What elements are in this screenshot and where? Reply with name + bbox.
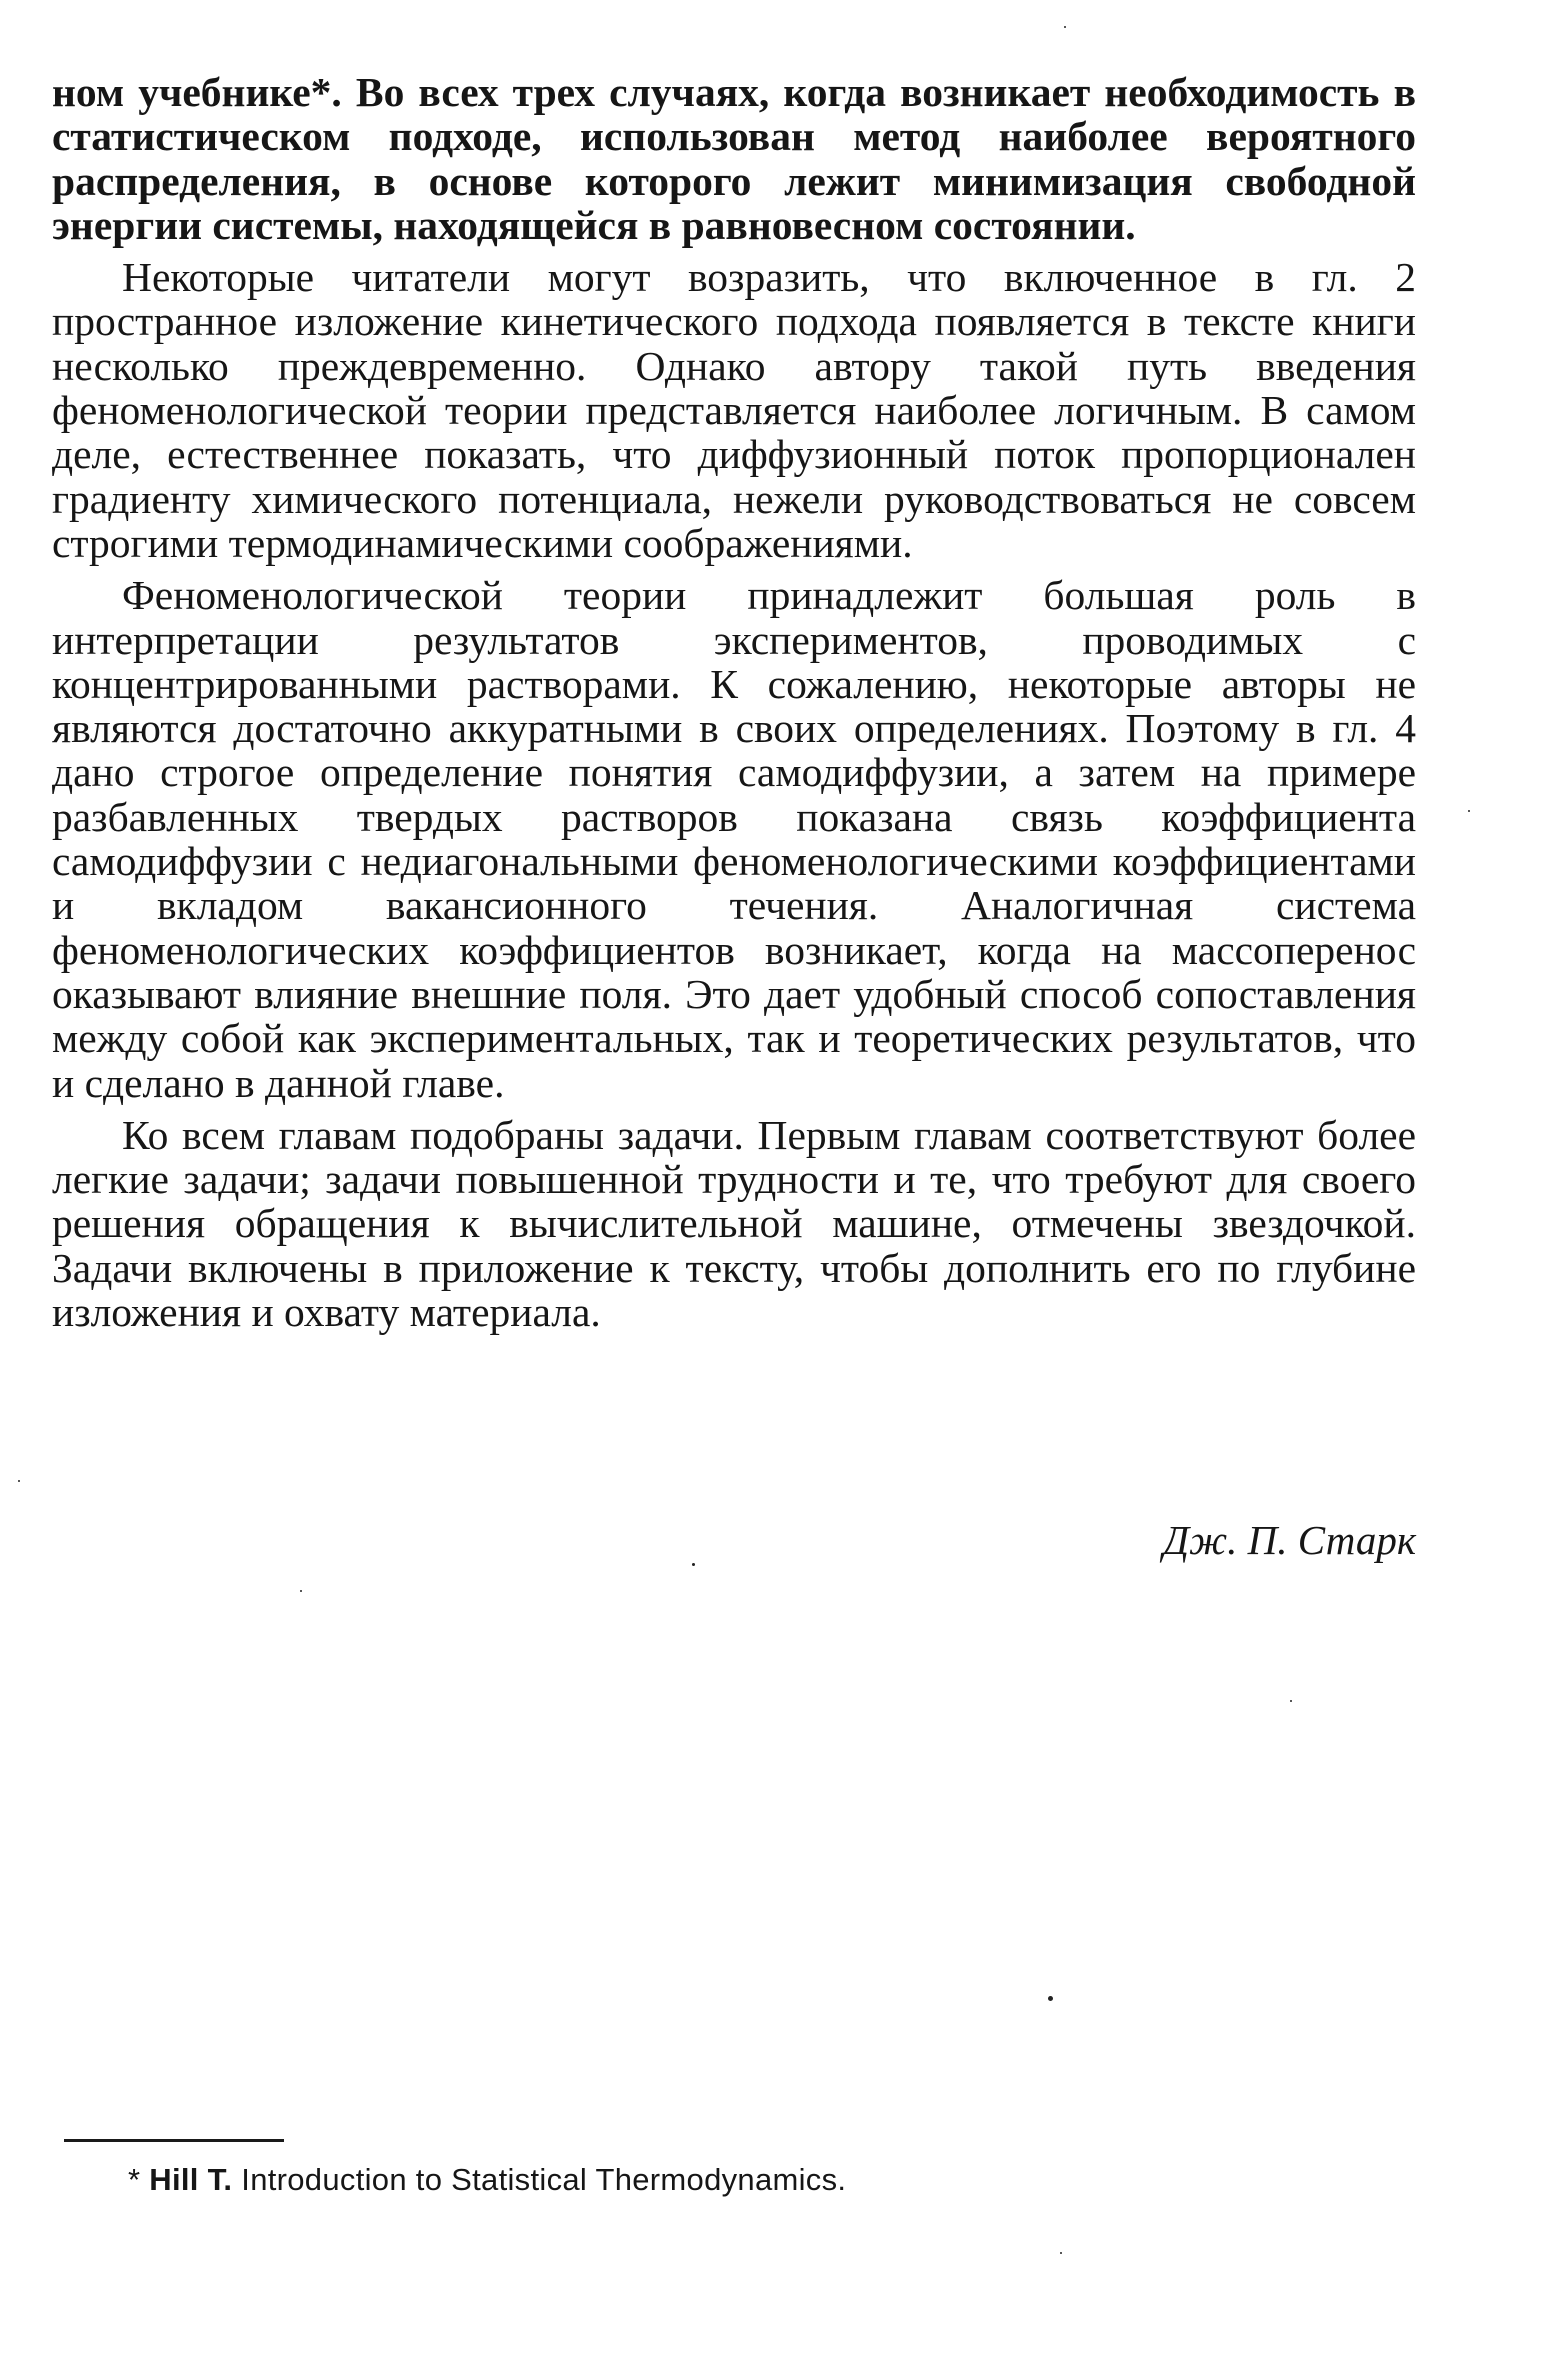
scan-speck: [1290, 1700, 1292, 1702]
paragraph-2-text: Некоторые читатели могут возразить, что включенное в гл. 2 пространное изложение кинетического подхода появляется в тексте книги несколько преждевременно. Однако автору такой путь введения феноменологической теории представляется наиболее логичным. В самом деле, естественнее показать, что диффузионный поток пропорционален градиенту химического потенциала, нежели руководствоваться не совсем строгими термодинамическими соображениями.: [52, 254, 1416, 566]
paragraph-3-text: Феноменологической теории принадлежит большая роль в интерпретации результатов экспериментов, проводимых с концентрированными растворами. К сожалению, некоторые авторы не являются достаточно аккуратными в своих определениях. Поэтому в гл. 4 дано строгое определение понятия самодиффузии, а затем на примере разбавленных твердых растворов показана связь коэффициента самодиффузии с недиагональными феноменологическими коэффициентами и вкладом вакансионного течения. Аналогичная система феноменологических коэффициентов возникает, когда на массоперенос оказывают влияние внешние поля. Это дает удобный способ сопоставления между собой как экспериментальных, так и теоретических результатов, что и сделано в данной главе.: [52, 572, 1416, 1106]
scan-speck: [1468, 810, 1470, 812]
footnote-title: Introduction to Statistical Thermodynamics.: [241, 2162, 847, 2197]
footnote-author: Hill T.: [149, 2162, 233, 2197]
paragraph-4: [52, 1113, 1416, 1334]
scan-speck: [1048, 1996, 1053, 2001]
preface-text: [52, 70, 1416, 1342]
footnote-divider: [64, 2139, 284, 2142]
scan-speck: [300, 1590, 302, 1592]
scan-speck: [18, 1480, 20, 1482]
footnote: [128, 2162, 846, 2198]
footnote-marker: *: [128, 2162, 141, 2197]
paragraph-1: [52, 70, 1416, 247]
scan-speck: [1064, 26, 1066, 28]
scan-speck: [1060, 2252, 1062, 2254]
paragraph-1-text: ном учебнике*. Во всех трех случаях, когда возникает необходимость в статистическом подходе, использован метод наиболее вероятного распределения, в основе которого лежит минимизация свободной энергии системы, находящейся в равновесном состоянии.: [52, 69, 1416, 248]
paragraph-4-text: Ко всем главам подобраны задачи. Первым главам соответствуют более легкие задачи; задачи повышенной трудности и те, что требуют для своего решения обращения к вычислительной машине, отмечены звездочкой. Задачи включены в приложение к тексту, чтобы дополнить его по глубине изложения и охвату материала.: [52, 1111, 1416, 1336]
paragraph-3: [52, 573, 1416, 1105]
paragraph-2: [52, 255, 1416, 565]
author-signature: Дж. П. Старк: [1162, 1517, 1416, 1563]
scan-speck: [692, 1563, 695, 1566]
